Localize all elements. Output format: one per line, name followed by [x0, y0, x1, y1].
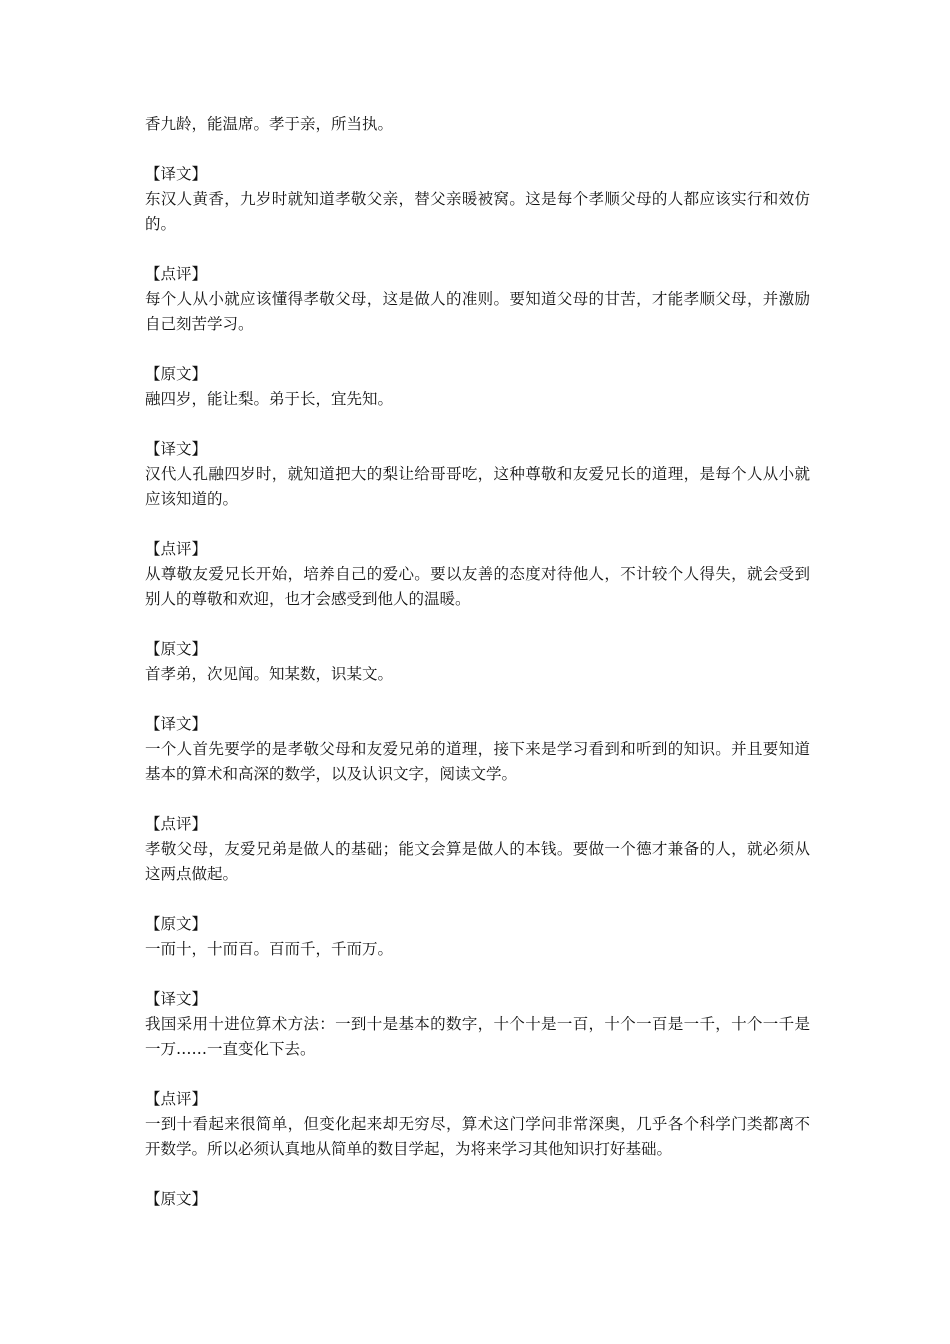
commentary-block [145, 812, 810, 887]
section-heading: 【译文】 [145, 165, 208, 183]
section-heading: 【译文】 [145, 715, 208, 733]
section-heading: 【原文】 [145, 1190, 208, 1208]
section-body: 融四岁，能让梨。弟于长，宜先知。 [145, 390, 394, 408]
section-heading: 【原文】 [145, 915, 208, 933]
section-heading: 【原文】 [145, 640, 208, 658]
section-body: 从尊敬友爱兄长开始，培养自己的爱心。要以友善的态度对待他人，不计较个人得失，就会受到别人的尊敬和欢迎，也才会感受到他人的温暖。 [145, 565, 810, 608]
section-heading: 【原文】 [145, 365, 208, 383]
section-body: 汉代人孔融四岁时，就知道把大的梨让给哥哥吃，这种尊敬和友爱兄长的道理，是每个人从小就应该知道的。 [145, 465, 810, 508]
section-body: 东汉人黄香，九岁时就知道孝敬父亲，替父亲暖被窝。这是每个孝顺父母的人都应该实行和效仿的。 [145, 190, 810, 233]
translation-block [145, 712, 810, 787]
section-body: 一而十，十而百。百而千，千而万。 [145, 940, 394, 958]
translation-block [145, 987, 810, 1062]
original-block [145, 362, 810, 412]
section-heading: 【译文】 [145, 440, 208, 458]
original-text: 香九龄，能温席。孝于亲，所当执。 [145, 115, 394, 133]
section-heading: 【译文】 [145, 990, 208, 1008]
section-body: 每个人从小就应该懂得孝敬父母，这是做人的准则。要知道父母的甘苦，才能孝顺父母，并激励自己刻苦学习。 [145, 290, 810, 333]
section-body: 孝敬父母，友爱兄弟是做人的基础；能文会算是做人的本钱。要做一个德才兼备的人，就必须从这两点做起。 [145, 840, 810, 883]
original-block [145, 912, 810, 962]
section-heading: 【点评】 [145, 540, 208, 558]
section-body: 一个人首先要学的是孝敬父母和友爱兄弟的道理，接下来是学习看到和听到的知识。并且要知道基本的算术和高深的数学，以及认识文字，阅读文学。 [145, 740, 810, 783]
document-page [145, 112, 810, 1237]
commentary-block [145, 262, 810, 337]
section-heading: 【点评】 [145, 265, 208, 283]
section-heading: 【点评】 [145, 1090, 208, 1108]
translation-block [145, 162, 810, 237]
section-heading: 【点评】 [145, 815, 208, 833]
text-block [145, 112, 810, 137]
section-body: 一到十看起来很简单，但变化起来却无穷尽，算术这门学问非常深奥，几乎各个科学门类都离不开数学。所以必须认真地从简单的数目学起，为将来学习其他知识打好基础。 [145, 1115, 810, 1158]
commentary-block [145, 537, 810, 612]
commentary-block [145, 1087, 810, 1162]
translation-block [145, 437, 810, 512]
section-body: 首孝弟，次见闻。知某数，识某文。 [145, 665, 394, 683]
original-block [145, 1187, 810, 1212]
section-body: 我国采用十进位算术方法：一到十是基本的数字，十个十是一百，十个一百是一千，十个一千是一万……一直变化下去。 [145, 1015, 810, 1058]
original-block [145, 637, 810, 687]
